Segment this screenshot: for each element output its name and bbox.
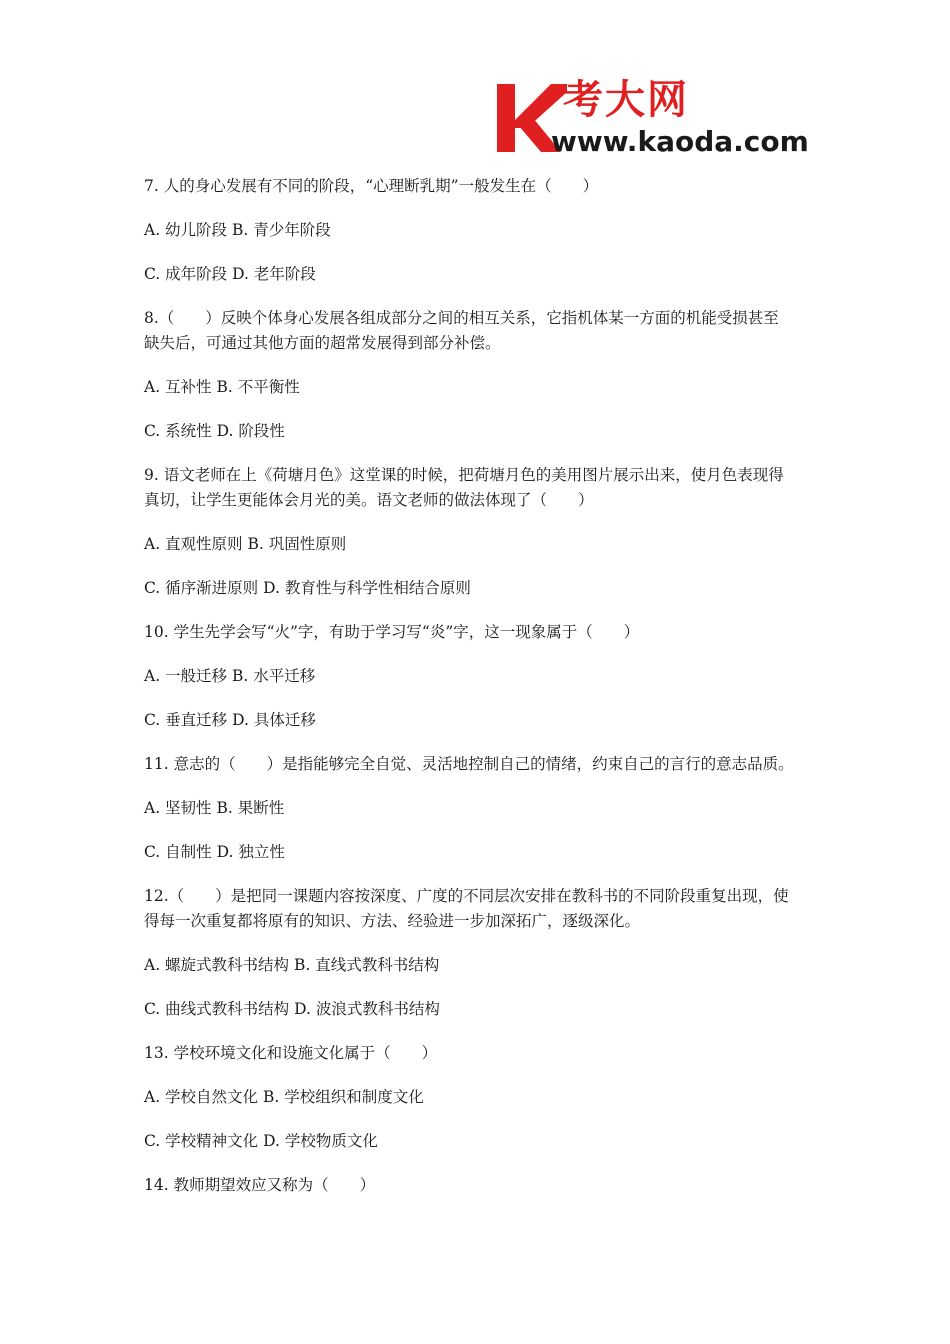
logo-title: 考大网 — [563, 77, 689, 123]
question-option-line: C. 学校精神文化 D. 学校物质文化 — [144, 1132, 378, 1150]
question-stem: 9. 语文老师在上《荷塘月色》这堂课的时候，把荷塘月色的美用图片展示出来，使月色表现得 — [144, 466, 784, 484]
question-option-line: A. 幼儿阶段 B. 青少年阶段 — [144, 221, 331, 239]
question-stem: 13. 学校环境文化和设施文化属于（ ） — [144, 1044, 438, 1062]
question-stem: 7. 人的身心发展有不同的阶段，“心理断乳期”一般发生在（ ） — [144, 177, 599, 195]
question-option-line: C. 垂直迁移 D. 具体迁移 — [144, 711, 316, 729]
question-option-line: C. 成年阶段 D. 老年阶段 — [144, 265, 316, 283]
question-option-line: C. 系统性 D. 阶段性 — [144, 422, 285, 440]
question-option-line: A. 一般迁移 B. 水平迁移 — [144, 667, 316, 685]
question-stem: 10. 学生先学会写“火”字，有助于学习写“炎”字，这一现象属于（ ） — [144, 623, 640, 641]
question-option-line: A. 互补性 B. 不平衡性 — [144, 378, 300, 396]
question-option-line: A. 直观性原则 B. 巩固性原则 — [144, 535, 347, 553]
question-stem: 12.（ ）是把同一课题内容按深度、广度的不同层次安排在教科书的不同阶段重复出现，使 — [144, 887, 789, 905]
question-stem: 14. 教师期望效应又称为（ ） — [144, 1176, 376, 1194]
kaoda-logo — [493, 76, 813, 160]
question-option-line: A. 坚韧性 B. 果断性 — [144, 799, 285, 817]
logo-url: www.kaoda.com — [551, 125, 809, 158]
question-option-line: C. 循序渐进原则 D. 教育性与科学性相结合原则 — [144, 579, 471, 597]
question-stem: 得每一次重复都将原有的知识、方法、经验进一步加深拓广，逐级深化。 — [144, 912, 641, 930]
question-option-line: A. 学校自然文化 B. 学校组织和制度文化 — [144, 1088, 424, 1106]
question-stem: 缺失后，可通过其他方面的超常发展得到部分补偿。 — [144, 334, 501, 352]
question-option-line: A. 螺旋式教科书结构 B. 直线式教科书结构 — [144, 956, 440, 974]
question-stem: 11. 意志的（ ）是指能够完全自觉、灵活地控制自己的情绪，约束自己的言行的意志品质。 — [144, 755, 794, 773]
question-option-line: C. 曲线式教科书结构 D. 波浪式教科书结构 — [144, 1000, 440, 1018]
question-stem: 真切，让学生更能体会月光的美。语文老师的做法体现了（ ） — [144, 491, 594, 509]
question-stem: 8.（ ）反映个体身心发展各组成部分之间的相互关系，它指机体某一方面的机能受损甚至 — [144, 309, 779, 327]
question-option-line: C. 自制性 D. 独立性 — [144, 843, 285, 861]
